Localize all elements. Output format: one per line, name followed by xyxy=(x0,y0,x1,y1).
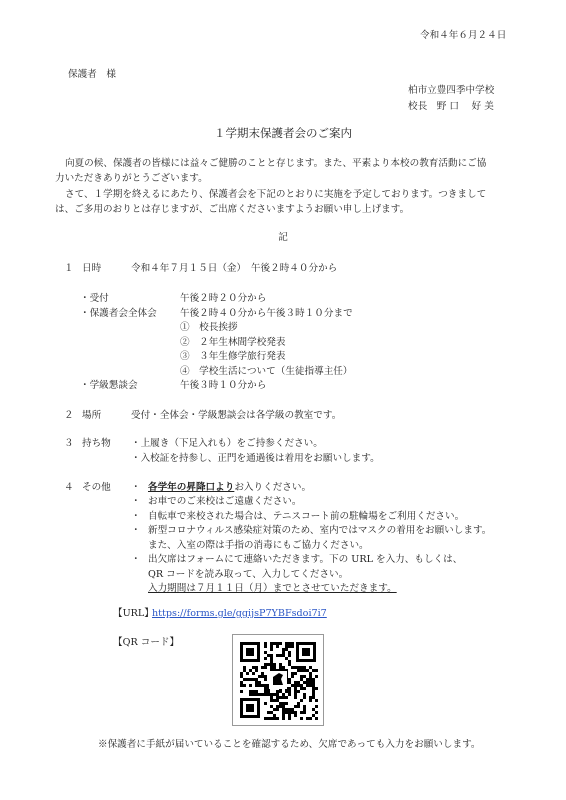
section-2-number: ２ xyxy=(64,410,74,421)
agenda-item-2: ② ２年生林間学校発表 xyxy=(180,337,286,348)
url-label: 【URL】 xyxy=(113,608,154,619)
intro-line-4: は、ご多用のおりとは存じますが、ご出席くださいますようお願い申し上げます。 xyxy=(55,204,410,215)
section-4-label: その他 xyxy=(82,482,111,493)
note-no-cars: お車でのご来校はご遠慮ください。 xyxy=(148,496,302,507)
section-2-label: 場所 xyxy=(82,410,102,421)
agenda-item-3: ③ ３年生修学旅行発表 xyxy=(180,351,286,362)
agenda-item-1: ① 校長挨拶 xyxy=(180,322,238,333)
section-3-label: 持ち物 xyxy=(82,438,111,449)
section-1-label: 日時 xyxy=(82,263,102,274)
form-url-link[interactable]: https://forms.gle/ggijsP7YBFsdoi7i7 xyxy=(152,608,327,619)
bullet: ・ xyxy=(131,496,141,507)
reception-label: ・受付 xyxy=(80,293,109,304)
general-meeting-value: 午後２時４０分から午後３時１０分まで xyxy=(180,308,353,319)
note-masks-cont: また、入室の際は手指の消毒にもご協力ください。 xyxy=(148,540,369,551)
bullet: ・ xyxy=(131,482,141,493)
intro-line-3: さて、１学期を終えるにあたり、保護者会を下記のとおりに実施を予定しております。つきまして xyxy=(65,189,487,200)
bullet: ・ xyxy=(131,525,141,536)
reception-value: 午後２時２０分から xyxy=(180,293,267,304)
bullet: ・ xyxy=(131,554,141,565)
note-attendance-form-cont: QR コードを読み取って、入力してください。 xyxy=(148,569,349,580)
page-title: １学期末保護者会のご案内 xyxy=(214,126,352,140)
note-bicycles: 自転車で来校された場合は、テニスコート前の駐輪場をご利用ください。 xyxy=(148,511,465,522)
addressee: 保護者 様 xyxy=(68,69,116,80)
footer-note: ※保護者に手紙が届いていることを確認するため、欠席であっても入力をお願いします。 xyxy=(98,739,481,750)
note-masks: 新型コロナウィルス感染症対策のため、室内ではマスクの着用をお願いします。 xyxy=(148,525,492,536)
belongings-line-1: ・上履き（下足入れも）をご持参ください。 xyxy=(131,438,323,449)
note-attendance-form: 出欠席はフォームにて連絡いただきます。下の URL を入力、もしくは、 xyxy=(148,554,463,565)
ki-heading: 記 xyxy=(278,232,288,243)
qr-code-image xyxy=(233,635,323,725)
note-deadline: 入力期間は７月１１日（月）までとさせていただきます。 xyxy=(148,583,397,594)
bullet: ・ xyxy=(131,511,141,522)
class-meeting-label: ・学級懇談会 xyxy=(80,380,138,391)
note-entrance-emphasis: 各学年の昇降口より xyxy=(148,482,235,493)
agenda-item-4: ④ 学校生活について（生徒指導主任） xyxy=(180,366,353,377)
class-meeting-value: 午後３時１０分から xyxy=(180,380,267,391)
date: 令和４年６月２４日 xyxy=(420,30,507,41)
principal-name: 校長 野 口 好 美 xyxy=(408,101,494,112)
school-name: 柏市立豊四季中学校 xyxy=(408,85,495,96)
note-entrance xyxy=(148,481,311,494)
intro-line-2: 力いただきありがとうございます。 xyxy=(55,173,208,184)
note-entrance-rest: お入りください。 xyxy=(234,482,312,493)
intro-line-1: 向夏の候、保護者の皆様には益々ご健勝のことと存じます。また、平素より本校の教育活動にご協 xyxy=(65,158,487,169)
qr-code[interactable] xyxy=(232,634,324,726)
section-3-number: ３ xyxy=(64,438,74,449)
qr-label: 【QR コード】 xyxy=(113,637,180,648)
section-2-value: 受付・全体会・学級懇談会は各学級の教室です。 xyxy=(131,410,342,421)
general-meeting-label: ・保護者会全体会 xyxy=(80,308,157,319)
section-1-value: 令和４年７月１５日（金） 午後２時４０分から xyxy=(131,263,338,274)
section-1-number: １ xyxy=(64,263,74,274)
belongings-line-2: ・入校証を持参し、正門を通過後は着用をお願いします。 xyxy=(131,453,380,464)
section-4-number: ４ xyxy=(64,482,74,493)
